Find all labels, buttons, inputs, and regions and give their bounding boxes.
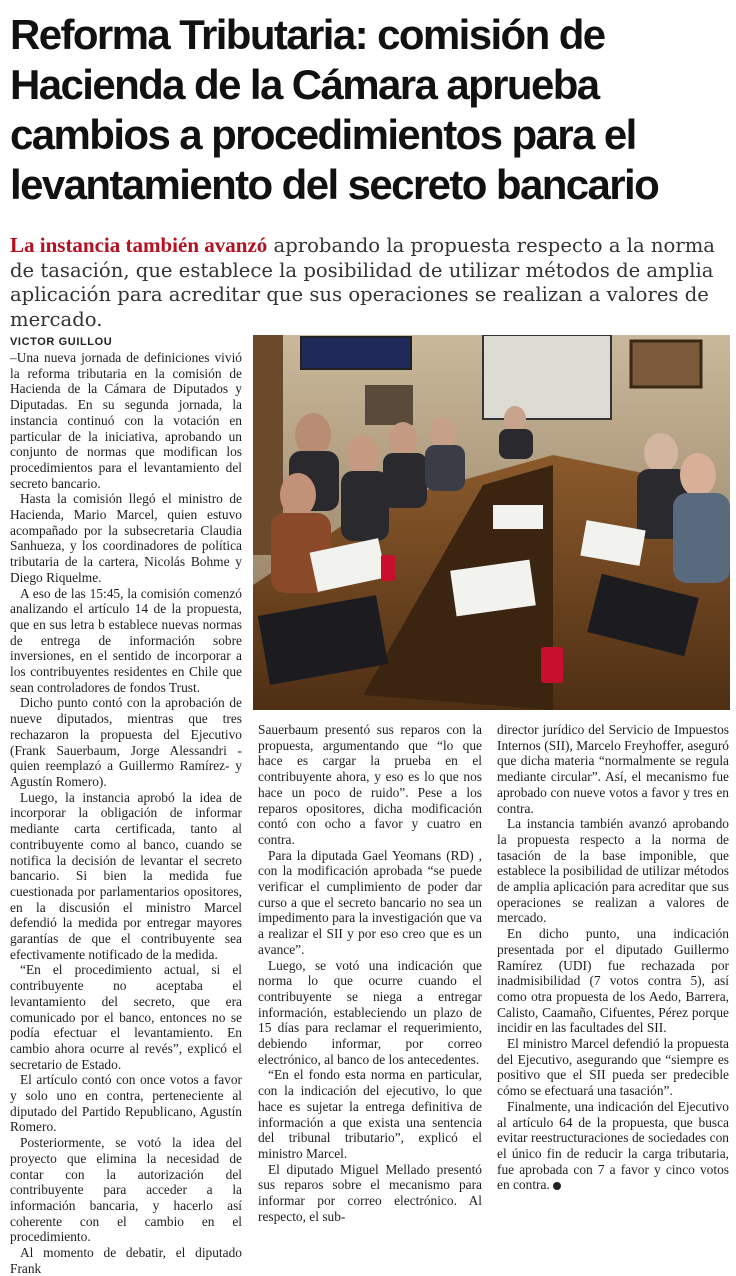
- paragraph: “En el procedimiento actual, si el contribuyente no aceptaba el levantamiento del secreto, que era comunicado por el banco, entonces no se podía efectuar el levantamiento. En cambio ahora ocurre al revés”, explicó el secretario de Estado.: [10, 962, 242, 1072]
- paragraph: El artículo contó con once votos a favor y solo uno en contra, perteneciente al diputado del Partido Republicano, Agustín Romero.: [10, 1072, 242, 1135]
- paragraph: Dicho punto contó con la aprobación de nueve diputados, mientras que tres rechazaron la propuesta del Ejecutivo (Frank Sauerbaum, Jorge Alessandri -quien reemplazó a Guillermo Ramírez- y Agustín Romero).: [10, 695, 242, 789]
- lead-text: aprobando la propuesta respecto a la norma de tasación, que establece la posibilidad de utilizar métodos de amplia aplicación para acreditar que sus operaciones se realizan a valores de mercado.: [10, 234, 715, 331]
- paragraph: El ministro Marcel defendió la propuesta del Ejecutivo, asegurando que “siempre es positivo que el SII pueda ser predecible cómo se efectuará una tasación”.: [497, 1036, 729, 1099]
- paragraph: Luego, la instancia aprobó la idea de incorporar la obligación de informar mediante carta certificada, tanto al contribuyente como al banco, cuando se notifica la decisión de levantar el secreto bancario. Si bien la medida fue cuestionada por parlamentarios opositores, en la discusión el ministro Marcel defendió la medida por entregar mayores garantías de que el contribuyente sea efectivamente notificado de la medida.: [10, 789, 242, 962]
- article-column-2: [258, 722, 482, 1225]
- paragraph: [497, 1099, 729, 1193]
- photo-illustration: [253, 335, 730, 710]
- paragraph: La instancia también avanzó aprobando la propuesta respecto a la norma de tasación de la base imponible, que establece la posibilidad de utilizar métodos de amplia aplicación para acreditar que sus operaciones se realizan a valores de mercado.: [497, 816, 729, 926]
- paragraph: Sauerbaum presentó sus reparos con la propuesta, argumentando que “lo que hace es cargar la prueba en el contribuyente ahora, y eso es lo que nos hace un poco de ruido”. Pese a los reparos opositores, dicha modificación contó con ocho a favor y cuatro en contra.: [258, 722, 482, 847]
- paragraph: Hasta la comisión llegó el ministro de Hacienda, Mario Marcel, quien estuvo acompañado por la subsecretaria Claudia Sanhueza, y los coordinadores de política tributaria de la cartera, Nicolás Bohme y Diego Riquelme.: [10, 491, 242, 585]
- committee-session-photo: [253, 335, 730, 710]
- lead-paragraph: [10, 233, 732, 332]
- paragraph: Para la diputada Gael Yeomans (RD) , con la modificación aprobada “se puede verificar el cumplimiento de poder dar curso a que el secreto bancario no sea un impedimento para la investigación que va a realizar el SII y por eso creo que es un avance”.: [258, 847, 482, 957]
- lead-highlight: La instancia también avanzó: [10, 233, 268, 257]
- paragraph: Posteriormente, se votó la idea del proyecto que elimina la necesidad de contar con la autorización del contribuyente para acceder a la información bancaria, y hacerlo así coherente con el cambio en el procedimiento.: [10, 1135, 242, 1245]
- paragraph: En dicho punto, una indicación presentada por el diputado Guillermo Ramírez (UDI) fue rechazada por inadmisibilidad (7 votos contra 5), así como otra propuesta de los Aedo, Barrera, Calisto, Caamaño, Cifuentes, Pérez porque incidir en las facultades del SII.: [497, 926, 729, 1036]
- paragraph: director jurídico del Servicio de Impuestos Internos (SII), Marcelo Freyhoffer, aseguró que dicha materia “normalmente se regula mediante circular”. Así, el mecanismo fue aprobado con nueve votos a favor y tres en contra.: [497, 722, 729, 816]
- byline: VICTOR GUILLOU: [10, 336, 113, 348]
- article-column-3: [497, 722, 729, 1193]
- paragraph-text: Finalmente, una indicación del Ejecutivo al artículo 64 de la propuesta, que busca evitar reestructuraciones de sociedades con el único fin de reducir la carga tributaria, fue aprobada con 7 a favor y cinco votos en contra.: [497, 1098, 729, 1193]
- paragraph: Luego, se votó una indicación que norma lo que ocurre cuando el contribuyente se niega a entregar información, estableciendo un plazo de 15 días para reclamar el requerimiento, debiendo informar, por correo electrónico, al banco de los antecedentes.: [258, 957, 482, 1067]
- article-column-1: [10, 350, 242, 1276]
- headline: Reforma Tributaria: comisión de Hacienda de la Cámara aprueba cambios a procedimientos para el levantamiento del secreto bancario: [10, 11, 659, 208]
- paragraph: Al momento de debatir, el diputado Frank: [10, 1245, 242, 1276]
- paragraph: El diputado Miguel Mellado presentó sus reparos sobre el mecanismo para informar por correo electrónico. Al respecto, el sub-: [258, 1161, 482, 1224]
- paragraph: “En el fondo esta norma en particular, con la indicación del ejecutivo, lo que hace es sujetar la entrega definitiva de información a que exista una sentencia del tribunal tributario”, explicó el ministro Marcel.: [258, 1067, 482, 1161]
- paragraph: A eso de las 15:45, la comisión comenzó analizando el artículo 14 de la propuesta, que en sus letra b establece nuevas normas de entrega de información sobre inversiones, en el sentido de incorporar a los contribuyentes residentes en Chile que sean controladores de fondos Trust.: [10, 585, 242, 695]
- paragraph: –Una nueva jornada de definiciones vivió la reforma tributaria en la comisión de Hacienda de la Cámara de Diputados y Diputadas. En su segunda jornada, la instancia continuó con la votación en particular de la iniciativa, aprobando un conjunto de normas que modifican los procedimientos para el levantamiento del secreto bancario.: [10, 350, 242, 491]
- end-of-article-icon: P: [553, 1182, 561, 1190]
